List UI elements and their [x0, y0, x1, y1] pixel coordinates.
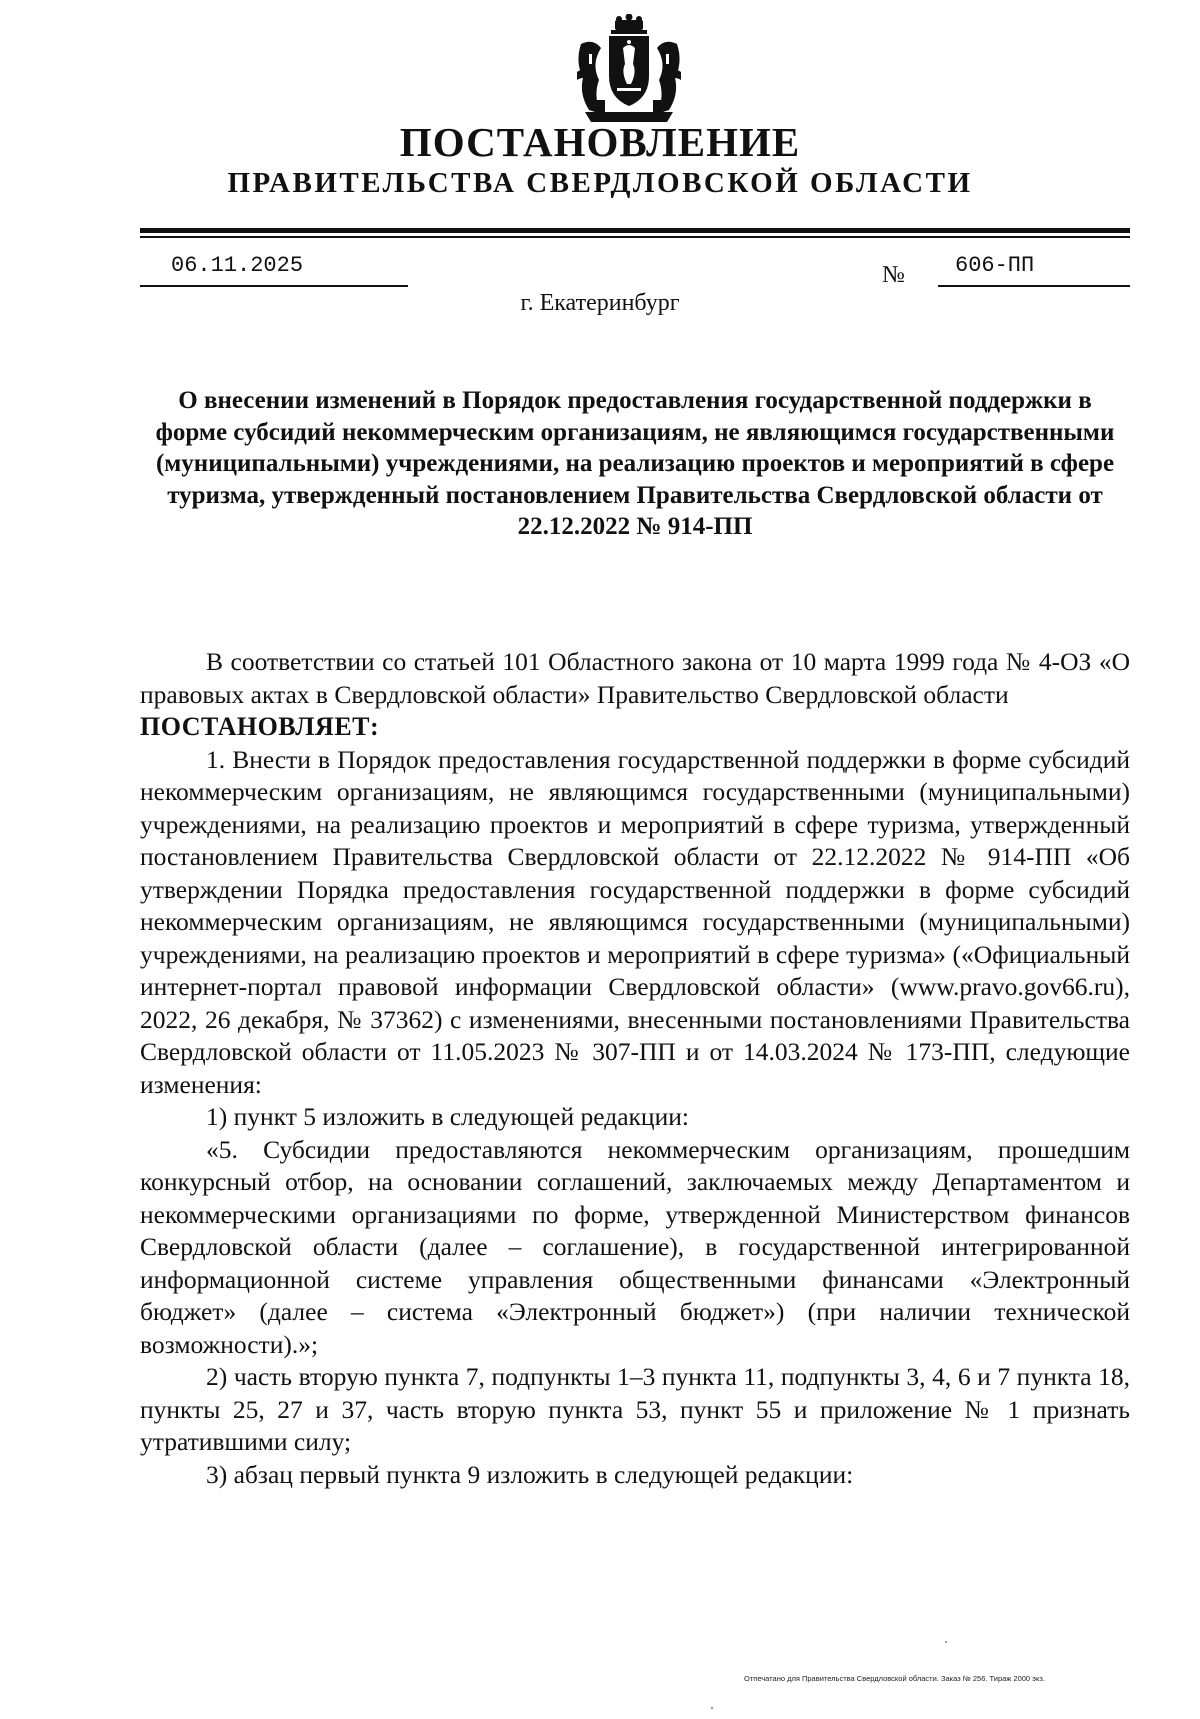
scan-artifact	[711, 1707, 713, 1709]
quoted-point-5: «5. Субсидии предоставляются некоммерческим организациям, прошедшим конкурсный отбор, на основании соглашений, заключаемых между Департаментом и некоммерческими организациями по форме, утвержденной Министерством финансов Свердловской области (далее – соглашение), в государственной интегрированной информационной системе управления общественными финансами «Электронный бюджет» (далее – система «Электронный бюджет») (при наличии технической возможности).»;	[140, 1134, 1130, 1359]
document-date: 06.11.2025	[171, 253, 304, 278]
number-sign: №	[882, 262, 905, 288]
coat-of-arms-emblem	[571, 14, 687, 126]
decree-word: ПОСТАНОВЛЯЕТ:	[140, 712, 380, 741]
document-type-title: ПОСТАНОВЛЕНИЕ	[399, 119, 801, 165]
paragraph-1: 1. Внести в Порядок предоставления государственной поддержки в форме субсидий некоммерческим организациям, не являющимся государственными (муниципальными) учреждениями, на реализацию проектов и мероприятий в сфере туризма, утвержденный постановлением Правительства Свердловской области от 22.12.2022 № 914-ПП «Об утверждении Порядка предоставления государственной поддержки в форме субсидий некоммерческим организациям, не являющимся государственными (муниципальными) учреждениями, на реализацию проектов и мероприятий в сфере туризма» («Официальный интернет-портал правовой информации Свердловской области» (www.pravo.gov66.ru), 2022, 26 декабря, № 37362) с изменениями, внесенными постановлениями Правительства Свердловской области от 11.05.2023 № 307-ПП и от 14.03.2024 № 173-ПП, следующие изменения:	[140, 744, 1130, 1099]
preamble-paragraph: В соответствии со статьей 101 Областного закона от 10 марта 1999 года № 4-ОЗ «О правовых актах в Свердловской области» Правительство Свердловской области	[140, 647, 1130, 709]
header-divider-thick	[140, 228, 1130, 233]
document-body	[140, 646, 1130, 1491]
item-1: 1) пункт 5 изложить в следующей редакции:	[206, 1102, 689, 1131]
item-2: 2) часть вторую пункта 7, подпункты 1–3 пункта 11, подпункты 3, 4, 6 и 7 пункта 18, пункты 25, 27 и 37, часть вторую пункта 53, пункт 55 и приложение № 1 признать утратившими силу;	[140, 1362, 1130, 1456]
item-3: 3) абзац первый пункта 9 изложить в следующей редакции:	[206, 1459, 854, 1489]
document-number: 606-ПП	[955, 253, 1035, 278]
print-footnote: Отпечатано для Правительства Свердловской области. Заказ № 256. Тираж 2000 экз.	[744, 1674, 1045, 1683]
number-underline	[938, 285, 1130, 287]
scan-artifact	[945, 1641, 947, 1643]
header-divider-thin	[140, 236, 1130, 238]
document-heading: О внесении изменений в Порядок предоставления государственной поддержки в форме субсидий некоммерческим организациям, не являющимся государственными (муниципальными) учреждениями, на реализацию проектов и мероприятий в сфере туризма, утвержденный постановлением Правительства Свердловской области от 22.12.2022 № 914-ПП	[155, 387, 1115, 540]
date-underline	[140, 285, 408, 287]
issuing-authority: ПРАВИТЕЛЬСТВА СВЕРДЛОВСКОЙ ОБЛАСТИ	[227, 167, 973, 199]
document-city: г. Екатеринбург	[520, 290, 680, 316]
